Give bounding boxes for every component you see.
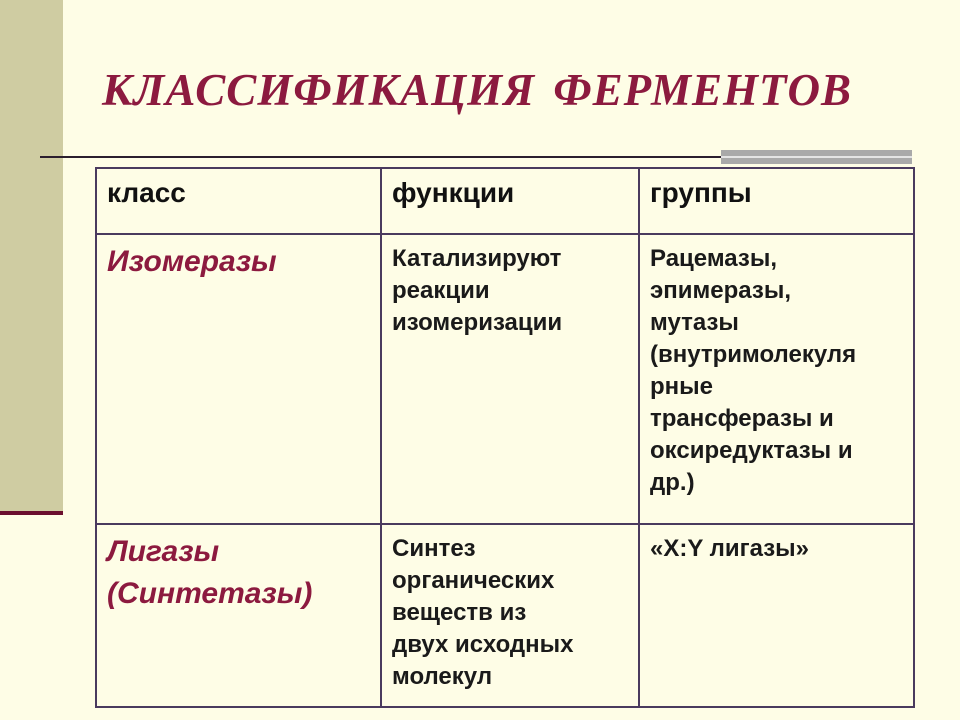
groups-cell — [639, 524, 914, 707]
table-header-row — [96, 168, 914, 234]
groups-line: др.) — [650, 469, 695, 496]
left-decor-bar — [0, 0, 63, 512]
slide-title: КЛАССИФИКАЦИЯ ФЕРМЕНТОВ — [102, 65, 853, 115]
groups-line: рные — [650, 373, 713, 400]
groups-line: «X:Y лигазы» — [650, 535, 809, 562]
groups-line: трансферазы и — [650, 405, 834, 432]
function-line: изомеризации — [392, 309, 563, 336]
title-underline — [40, 156, 722, 158]
function-line: Катализируют — [392, 245, 562, 272]
table-row-ligases — [96, 524, 914, 707]
class-cell — [96, 234, 381, 524]
function-line: веществ из — [392, 599, 527, 626]
function-line: молекул — [392, 663, 493, 690]
class-cell — [96, 524, 381, 707]
table-row-isomerases — [96, 234, 914, 524]
groups-line: эпимеразы, — [650, 277, 791, 304]
enzyme-classification-table — [95, 167, 915, 708]
left-decor-line — [0, 511, 63, 515]
groups-line: Рацемазы, — [650, 245, 777, 272]
function-cell — [381, 234, 639, 524]
function-line: двух исходных — [392, 631, 574, 658]
groups-line: мутазы — [650, 309, 739, 336]
header-functions: функции — [381, 168, 639, 234]
class-name: Изомеразы — [107, 245, 277, 278]
function-cell — [381, 524, 639, 707]
groups-cell — [639, 234, 914, 524]
groups-line: (внутримолекуля — [650, 341, 857, 368]
function-line: реакции — [392, 277, 490, 304]
function-line: Синтез — [392, 535, 476, 562]
title-underline-bar — [721, 150, 912, 164]
class-name: Лигазы — [107, 535, 220, 568]
header-class: класс — [96, 168, 381, 234]
function-line: органических — [392, 567, 555, 594]
header-groups: группы — [639, 168, 914, 234]
groups-line: оксиредуктазы и — [650, 437, 853, 464]
class-alt-name: (Синтетазы) — [107, 577, 313, 610]
